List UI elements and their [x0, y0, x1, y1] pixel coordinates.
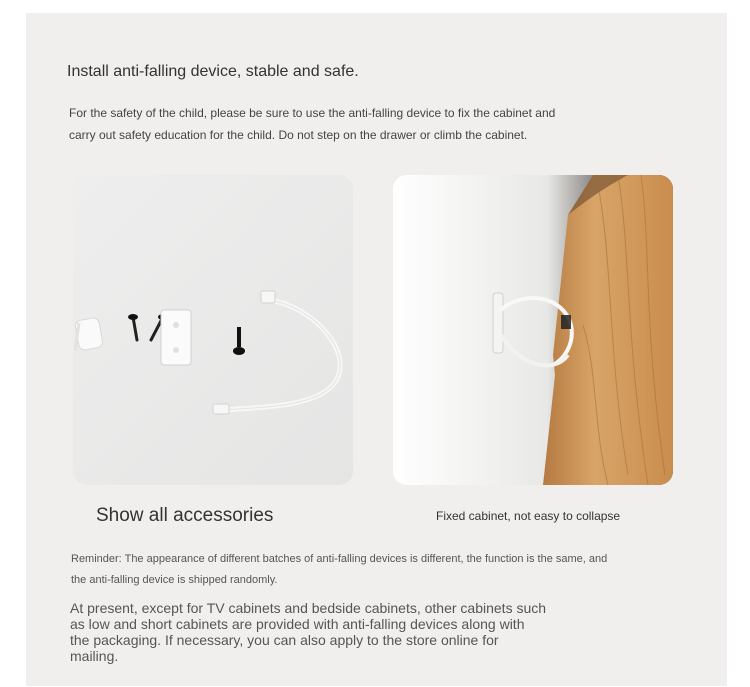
caption-fixed-cabinet: Fixed cabinet, not easy to collapse	[436, 509, 621, 523]
availability-note	[70, 600, 640, 664]
bracket-plate-icon	[161, 310, 191, 365]
wall-anchor-icon	[75, 317, 104, 351]
wall-bracket-icon	[493, 293, 503, 353]
intro-line: carry out safety education for the child. Do not step on the drawer or climb the cabinet.	[69, 128, 528, 142]
accessories-photo	[73, 175, 353, 485]
cable-tie-icon	[213, 291, 340, 414]
intro-text	[69, 102, 689, 146]
screw-icon	[128, 314, 138, 340]
caption-accessories: Show all accessories	[96, 505, 274, 526]
note-line: as low and short cabinets are provided with anti-falling devices along with	[70, 616, 525, 632]
cabinet-photo	[393, 175, 673, 485]
section-title: Install anti-falling device, stable and safe.	[67, 63, 359, 80]
note-line: At present, except for TV cabinets and bedside cabinets, other cabinets such	[70, 600, 547, 616]
intro-line: For the safety of the child, please be sure to use the anti-falling device to fix the cabinet and	[69, 106, 556, 120]
note-line: mailing.	[70, 648, 119, 664]
note-line: the packaging. If necessary, you can also apply to the store online for	[70, 632, 499, 648]
reminder-text	[71, 549, 711, 591]
reminder-line: Reminder: The appearance of different batches of anti-falling devices is different, the function is the same, and	[71, 553, 608, 565]
reminder-line: the anti-falling device is shipped randomly.	[71, 574, 278, 586]
screw-icon	[233, 327, 245, 355]
content-panel	[26, 13, 727, 686]
